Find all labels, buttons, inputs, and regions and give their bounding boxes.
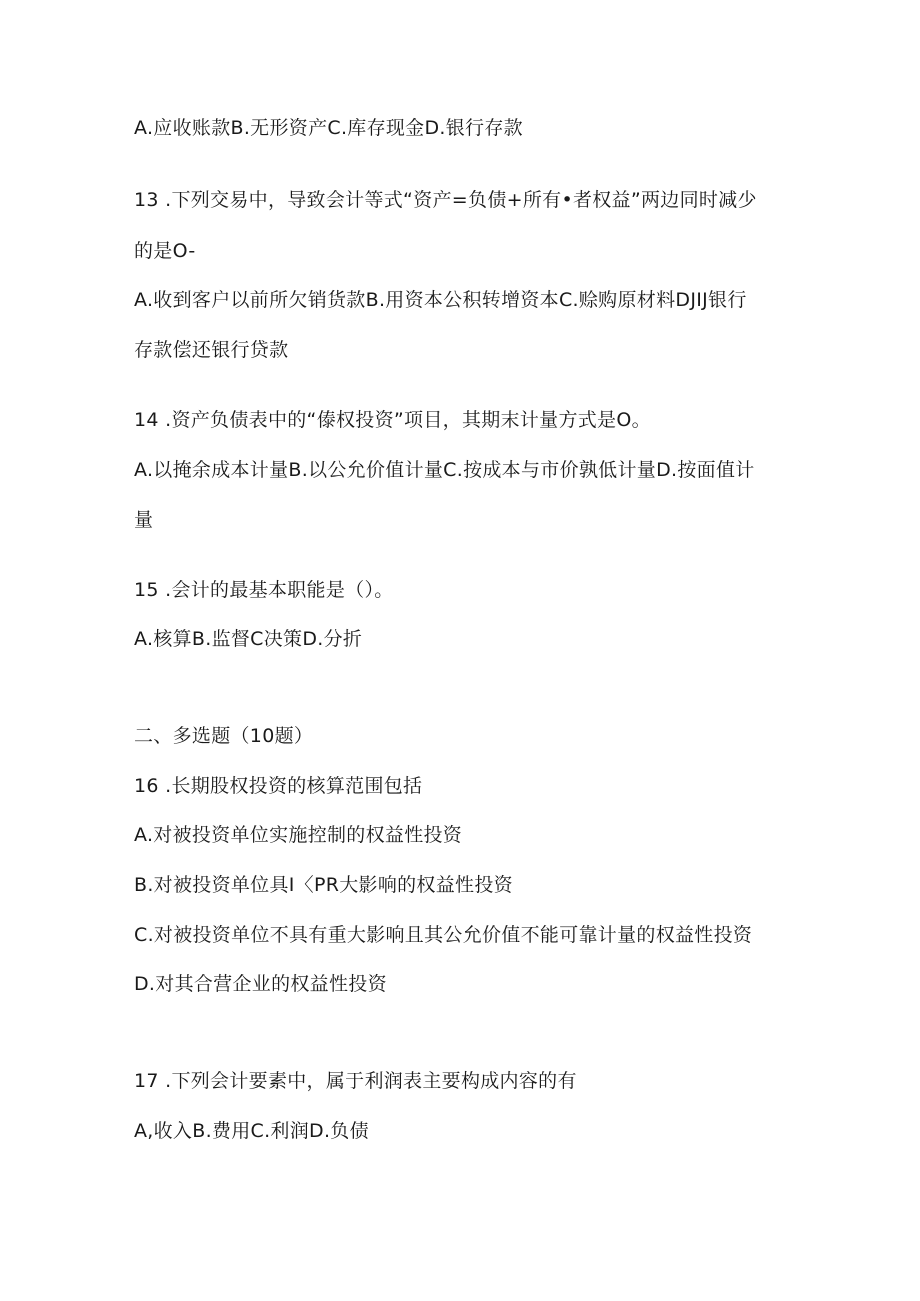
q15-question: 15 .会计的最基本职能是（）。 xyxy=(134,579,394,601)
q15-options: A.核算B.监督C决策D.分折 xyxy=(134,628,363,650)
q14-options-cont: 量 xyxy=(134,509,154,531)
q16-option-d: D.对其合营企业的权益性投资 xyxy=(134,973,387,995)
q17-options: A,收入B.费用C.利润D.负债 xyxy=(134,1120,369,1142)
q13-question: 13 .下列交易中，导致会计等式“资产=负债+所有•者权益”两边同时减少 xyxy=(134,189,757,211)
q16-option-a: A.对被投资单位实施控制的权益性投资 xyxy=(134,824,463,846)
q16-option-c: C.对被投资单位不具有重大影响且其公允价值不能可靠计量的权益性投资 xyxy=(134,924,753,946)
q14-options: A.以掩余成本计量B.以公允价值计量C.按成本与市价孰低计量D.按面值计 xyxy=(134,459,755,481)
q12-options: A.应收账款B.无形资产C.库存现金D.银行存款 xyxy=(134,117,523,139)
q17-question: 17 .下列会计要素中，属于利润表主要构成内容的有 xyxy=(134,1070,577,1092)
section-heading: 二、多选题（10题） xyxy=(134,725,314,747)
q13-options-cont: 存款偿还银行贷款 xyxy=(134,339,289,361)
q13-question-cont: 的是O- xyxy=(134,240,196,262)
q14-question: 14 .资产负债表中的“傣权投资”项目，其期末计量方式是O。 xyxy=(134,409,651,431)
q16-option-b: B.对被投资单位具I〈PR大影响的权益性投资 xyxy=(134,874,513,896)
q13-options: A.收到客户以前所欠销货款B.用资本公积转增资本C.赊购原材料DJIJ银行 xyxy=(134,289,747,311)
q16-question: 16 .长期股权投资的核算范围包括 xyxy=(134,775,423,797)
